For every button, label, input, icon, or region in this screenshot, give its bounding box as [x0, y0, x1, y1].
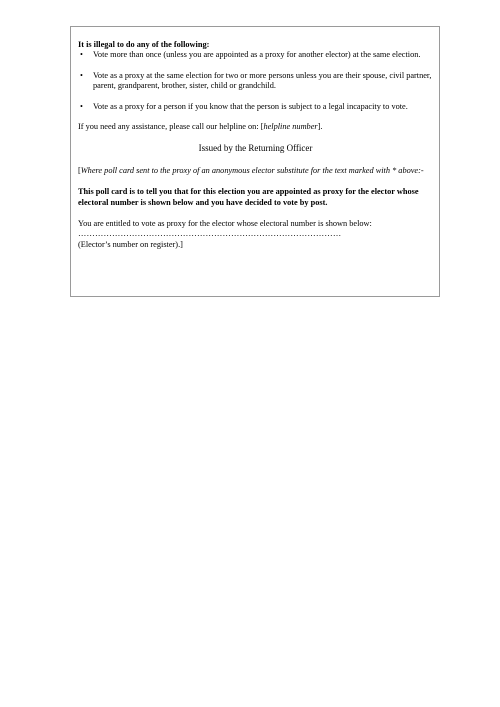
issued-by-line: Issued by the Returning Officer: [198, 143, 313, 154]
assistance-line: [78, 122, 433, 132]
bullet-icon: •: [80, 70, 83, 80]
open-bracket: [: [78, 165, 81, 175]
list-item-text: Vote as a proxy at the same election for two or more persons unless you are their spouse, civil partner, parent, grandparent, brother, sister, child or grandchild.: [93, 70, 432, 91]
illegal-actions-heading: It is illegal to do any of the following:: [78, 40, 210, 49]
list-item-text: Vote more than once (unless you are appointed as a proxy for another elector) at the same election.: [93, 50, 421, 60]
elector-number-dotted-line: …………………………………………………………………………………: [78, 229, 342, 239]
helpline-placeholder: helpline number: [263, 122, 318, 132]
list-item: [78, 50, 433, 60]
assistance-suffix: ].: [317, 122, 323, 132]
bullet-icon: •: [80, 50, 83, 60]
register-number-note: (Elector’s number on register).]: [78, 239, 183, 249]
bullet-icon: •: [80, 101, 83, 111]
anonymous-elector-instruction: Where poll card sent to the proxy of an anonymous elector substitute for the text marked with * above:-: [80, 165, 424, 175]
list-item-text: Vote as a proxy for a person if you know that the person is subject to a legal incapacity to vote.: [93, 101, 408, 111]
proxy-postal-message: This poll card is to tell you that for this election you are appointed as proxy for the elector whose electoral number is shown below and you have decided to vote by post.: [78, 187, 419, 207]
list-item: [78, 102, 433, 112]
illegal-actions-list: [78, 50, 433, 112]
poll-card-text-box: [70, 26, 440, 297]
list-item: [78, 71, 433, 92]
assistance-prefix: If you need any assistance, please call our helpline on: [: [78, 122, 264, 132]
entitled-to-vote-line: You are entitled to vote as proxy for the elector whose electoral number is shown below:: [78, 219, 372, 229]
anonymous-elector-note: [78, 166, 433, 176]
